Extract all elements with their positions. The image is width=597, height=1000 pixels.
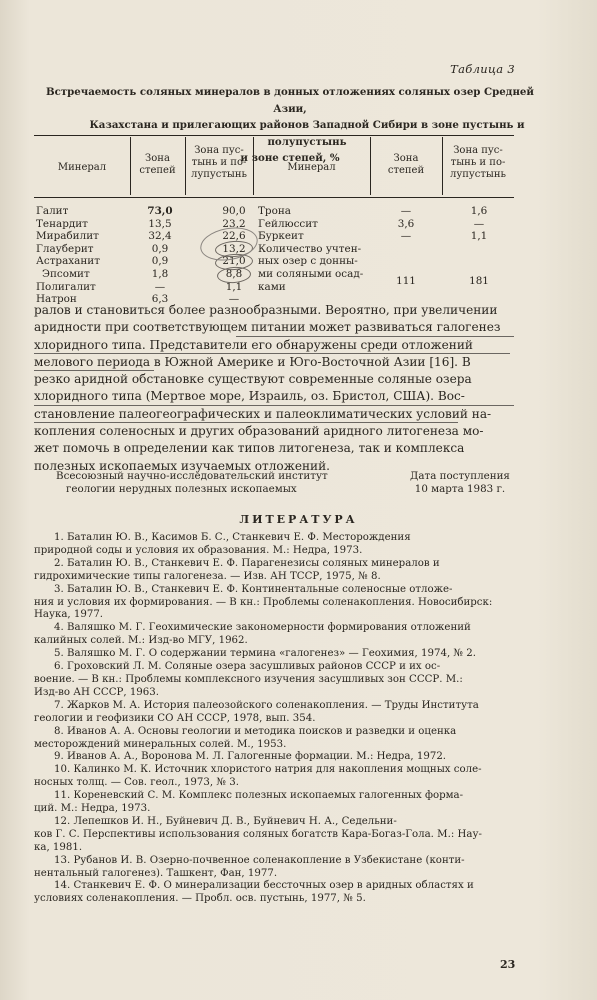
caption-line: Встречаемость соляных минералов в донных отложениях соляных озер Средней Азии, bbox=[46, 86, 534, 115]
mineral-name: Трона bbox=[258, 205, 291, 217]
body-line: становление палеогеографических и палеоклиматических условий на- bbox=[34, 406, 492, 421]
institution-affiliation bbox=[56, 470, 328, 496]
lake-count-note: Количество учтен- bbox=[258, 242, 362, 255]
reference-line: 3. Баталин Ю. В., Станкевич Е. Ф. Континентальные соленосные отложе- bbox=[54, 583, 453, 595]
reference-line: 5. Валяшко М. Г. О содержании термина «галогенез» — Геохимия, 1974, № 2. bbox=[54, 648, 477, 660]
reference-line: 9. Иванов А. А., Воронова М. Л. Галогенные формации. М.: Недра, 1972. bbox=[54, 751, 447, 763]
desert-value: — bbox=[228, 293, 240, 306]
reference-line: 4. Валяшко М. Г. Геохимические закономерности формирования отложений bbox=[54, 622, 471, 634]
steppe-value: 13,5 bbox=[148, 217, 172, 230]
reference-line: нентальный галогенез). Ташкент, Фан, 1977. bbox=[34, 867, 278, 879]
mineral-name: Мирабилит bbox=[36, 230, 99, 243]
reference-line: ков Г. С. Перспективы использования соляных богатств Кара-Богаз-Гола. М.: Нау- bbox=[34, 828, 482, 840]
reference-line: Изд-во АН СССР, 1963. bbox=[34, 686, 159, 698]
body-line: мелового периода в Южной Америке и Юго-Восточной Азии [16]. В bbox=[34, 354, 471, 369]
reference-line: месторождений минеральных солей. М., 1953. bbox=[34, 738, 287, 750]
reference-line: 7. Жарков М. А. История палеозойского соленакопления. — Труды Института bbox=[54, 699, 479, 711]
reference-line: 13. Рубанов И. В. Озерно-почвенное соленакопление в Узбекистане (конти- bbox=[54, 854, 465, 866]
steppe-value: — bbox=[400, 230, 412, 243]
minerals-table bbox=[34, 135, 514, 305]
pencil-underline bbox=[34, 370, 154, 371]
body-line: резко аридной обстановке существуют современные соляные озера bbox=[34, 372, 472, 387]
mineral-name: Буркеит bbox=[258, 230, 304, 243]
reference-line: носных толщ. — Сов. геол., 1973, № 3. bbox=[34, 777, 239, 789]
desert-value: 90,0 bbox=[222, 205, 246, 217]
pencil-underline bbox=[34, 422, 458, 423]
lake-count-note: ми соляными осад- bbox=[258, 268, 364, 280]
desert-value: — bbox=[473, 217, 485, 230]
reference-line: 1. Баталин Ю. В., Касимов Б. С., Станкевич Е. Ф. Месторождения bbox=[54, 532, 411, 543]
pencil-underline bbox=[236, 336, 514, 337]
reference-line: гидрохимические типы галогенеза. — Изв. АН ТССР, 1975, № 8. bbox=[34, 570, 381, 582]
steppe-value: — bbox=[154, 280, 166, 293]
desert-value: 21,0 bbox=[222, 255, 246, 268]
desert-value: 1,6 bbox=[470, 205, 488, 217]
body-line: хлоридного типа (Мертвое море, Израиль, оз. Бристол, США). Вос- bbox=[34, 389, 465, 404]
mineral-name: Астраханит bbox=[36, 255, 100, 268]
body-line: хлоридного типа. Представители его обнаружены среди отложений bbox=[34, 337, 473, 352]
steppe-value: 6,3 bbox=[151, 293, 169, 306]
body-line: ралов и становиться более разнообразными. Вероятно, при увеличении bbox=[34, 303, 498, 317]
lake-count-desert: 181 bbox=[469, 275, 489, 287]
body-paragraph bbox=[34, 302, 514, 475]
reference-line: природной соды и условия их образования. М.: Недра, 1973. bbox=[34, 544, 363, 556]
received-label: Дата поступления bbox=[410, 470, 510, 482]
reference-line: геологии и геофизики СО АН СССР, 1978, вып. 354. bbox=[34, 712, 316, 724]
desert-value: 13,2 bbox=[222, 242, 246, 255]
desert-value: 22,6 bbox=[222, 230, 246, 243]
header-desert-2: Зона пус- тынь и по- лупустынь bbox=[450, 145, 506, 180]
desert-value: 1,1 bbox=[470, 230, 488, 243]
desert-value: 23,2 bbox=[222, 217, 246, 230]
reference-line: 6. Гроховский Л. М. Соляные озера засушливых районов СССР и их ос- bbox=[54, 661, 441, 673]
received-date bbox=[410, 470, 510, 496]
institution-line: Всесоюзный научно-исследовательский институт bbox=[56, 470, 328, 482]
reference-line: воение. — В кн.: Проблемы комплексного изучения засушливых зон СССР. М.: bbox=[34, 673, 463, 685]
reference-line: условиях соленакопления. — Пробл. осв. пустынь, 1977, № 5. bbox=[34, 893, 366, 905]
pencil-underline bbox=[34, 405, 514, 406]
caption-line: и зоне степей, % bbox=[240, 152, 340, 164]
header-steppe-2: Зона степей bbox=[387, 153, 425, 176]
reference-line: калийных солей. М.: Изд-во МГУ, 1962. bbox=[34, 635, 248, 647]
reference-line: 14. Станкевич Е. Ф. О минерализации бессточных озер в аридных областях и bbox=[54, 880, 474, 892]
reference-line: 12. Лепешков И. Н., Буйневич Д. В., Буйневич Н. А., Седельни- bbox=[54, 815, 397, 827]
body-line: полезных ископаемых изучаемых отложений. bbox=[34, 458, 331, 473]
steppe-value: 0,9 bbox=[151, 255, 169, 268]
lake-count-steppe: 111 bbox=[396, 275, 416, 287]
reference-line: ций. М.: Недра, 1973. bbox=[34, 803, 151, 815]
institution-line: геологии нерудных полезных ископаемых bbox=[66, 483, 297, 495]
header-desert: Зона пус- тынь и по- лупустынь bbox=[191, 145, 247, 180]
received-value: 10 марта 1983 г. bbox=[414, 483, 506, 495]
header-mineral: Минерал bbox=[57, 162, 107, 173]
mineral-name: Галит bbox=[36, 205, 69, 217]
reference-line: Наука, 1977. bbox=[34, 609, 104, 621]
mineral-name: Тенардит bbox=[36, 217, 88, 230]
page-number: 23 bbox=[500, 958, 516, 971]
reference-line: 11. Кореневский С. М. Комплекс полезных ископаемых галогенных форма- bbox=[54, 790, 464, 802]
table-top-rule bbox=[34, 135, 514, 136]
lake-count-note: ками bbox=[258, 280, 286, 293]
mineral-name: Натрон bbox=[36, 293, 77, 306]
mineral-name: Эпсомит bbox=[42, 268, 90, 280]
header-mineral-2: Минерал bbox=[287, 162, 336, 173]
reference-line: 10. Калинко М. К. Источник хлористого натрия для накопления мощных соле- bbox=[54, 764, 482, 776]
steppe-value: 73,0 bbox=[147, 205, 173, 217]
mineral-name: Полигалит bbox=[36, 280, 96, 293]
body-line: жет помочь в определении как типов литогенеза, так и комплекса bbox=[34, 441, 465, 456]
reference-line: 8. Иванов А. А. Основы геологии и методика поисков и разведки и оценка bbox=[54, 725, 457, 737]
steppe-value: 32,4 bbox=[148, 230, 172, 243]
desert-value: 1,1 bbox=[225, 280, 243, 293]
mineral-name: Глауберит bbox=[36, 242, 94, 255]
body-line: копления соленосных и других образований аридного литогенеза мо- bbox=[34, 424, 484, 439]
table-number-label: Таблица 3 bbox=[450, 62, 515, 76]
caption-line: Казахстана и прилегающих районов Западной Сибири в зоне пустынь и полупустынь bbox=[89, 119, 525, 148]
steppe-value: — bbox=[400, 205, 412, 217]
table-header-rule bbox=[34, 197, 514, 198]
steppe-value: 3,6 bbox=[397, 217, 415, 230]
reference-line: ка, 1981. bbox=[34, 841, 83, 853]
reference-list bbox=[34, 532, 516, 906]
header-steppe: Зона степей bbox=[139, 153, 176, 176]
reference-line: ния и условия их формирования. — В кн.: Проблемы соленакопления. Новосибирск: bbox=[34, 596, 493, 608]
mineral-name: Гейлюссит bbox=[258, 217, 318, 230]
steppe-value: 1,8 bbox=[151, 268, 169, 280]
pencil-underline bbox=[34, 353, 510, 354]
lake-count-note: ных озер с донны- bbox=[258, 255, 358, 268]
body-line: аридности при соответствующем питании может развиваться галогенез bbox=[34, 320, 501, 335]
steppe-value: 0,9 bbox=[151, 242, 169, 255]
literature-heading: ЛИТЕРАТУРА bbox=[239, 513, 358, 526]
reference-line: 2. Баталин Ю. В., Станкевич Е. Ф. Парагенезисы соляных минералов и bbox=[54, 557, 440, 569]
desert-value: 8,8 bbox=[225, 268, 243, 280]
